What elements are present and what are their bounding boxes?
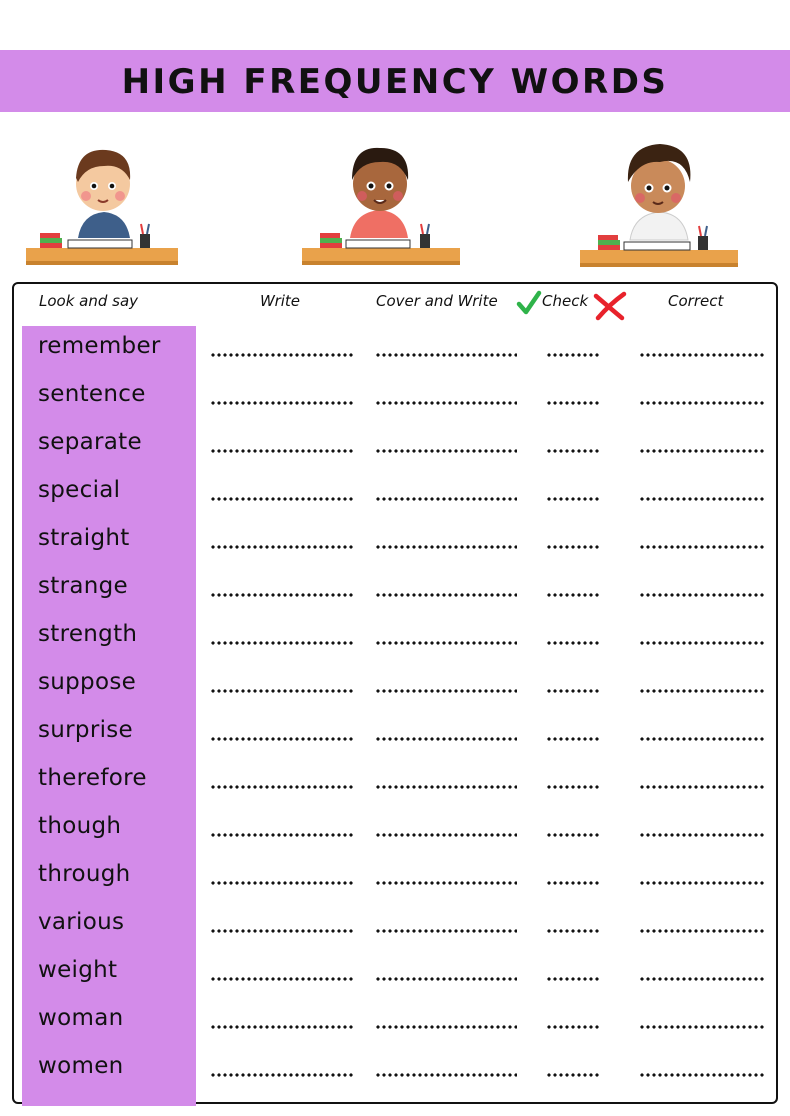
green-check-mark-icon	[516, 290, 542, 316]
write-line[interactable]	[210, 785, 354, 789]
col-header-write: Write	[260, 292, 301, 310]
cover-write-line[interactable]	[375, 1073, 517, 1077]
cover-write-line[interactable]	[375, 977, 517, 981]
cover-write-line[interactable]	[375, 737, 517, 741]
cover-write-line[interactable]	[375, 593, 517, 597]
word-woman: woman	[38, 1005, 124, 1031]
correct-line[interactable]	[639, 785, 765, 789]
write-line[interactable]	[210, 545, 354, 549]
cover-write-line[interactable]	[375, 1025, 517, 1029]
correct-line[interactable]	[639, 545, 765, 549]
correct-line[interactable]	[639, 593, 765, 597]
cover-write-line[interactable]	[375, 401, 517, 405]
correct-line[interactable]	[639, 641, 765, 645]
word-strange: strange	[38, 573, 128, 599]
write-line[interactable]	[210, 881, 354, 885]
correct-line[interactable]	[639, 929, 765, 933]
correct-line[interactable]	[639, 1073, 765, 1077]
page-title: HIGH FREQUENCY WORDS	[121, 62, 669, 102]
check-line[interactable]	[546, 929, 600, 933]
correct-line[interactable]	[639, 977, 765, 981]
correct-line[interactable]	[639, 497, 765, 501]
write-line[interactable]	[210, 641, 354, 645]
check-line[interactable]	[546, 833, 600, 837]
write-line[interactable]	[210, 977, 354, 981]
correct-line[interactable]	[639, 449, 765, 453]
write-line[interactable]	[210, 689, 354, 693]
correct-line[interactable]	[639, 833, 765, 837]
correct-line[interactable]	[639, 353, 765, 357]
write-line[interactable]	[210, 929, 354, 933]
word-various: various	[38, 909, 125, 935]
cover-write-line[interactable]	[375, 497, 517, 501]
check-line[interactable]	[546, 785, 600, 789]
red-cross-mark-icon	[592, 290, 628, 322]
boy-studying-illustration-3	[580, 136, 740, 272]
check-line[interactable]	[546, 1025, 600, 1029]
check-line[interactable]	[546, 497, 600, 501]
check-line[interactable]	[546, 545, 600, 549]
cover-write-line[interactable]	[375, 929, 517, 933]
cover-write-line[interactable]	[375, 545, 517, 549]
col-header-look-and-say: Look and say	[39, 292, 139, 310]
word-separate: separate	[38, 429, 142, 455]
check-line[interactable]	[546, 641, 600, 645]
check-line[interactable]	[546, 401, 600, 405]
write-line[interactable]	[210, 1025, 354, 1029]
word-women: women	[38, 1053, 124, 1079]
correct-line[interactable]	[639, 737, 765, 741]
correct-line[interactable]	[639, 689, 765, 693]
boy-studying-illustration-1	[22, 138, 182, 270]
write-line[interactable]	[210, 737, 354, 741]
word-surprise: surprise	[38, 717, 133, 743]
correct-line[interactable]	[639, 1025, 765, 1029]
word-through: through	[38, 861, 131, 887]
cover-write-line[interactable]	[375, 449, 517, 453]
cover-write-line[interactable]	[375, 785, 517, 789]
word-therefore: therefore	[38, 765, 147, 791]
word-sentence: sentence	[38, 381, 146, 407]
col-header-check: Check	[542, 292, 589, 310]
check-line[interactable]	[546, 977, 600, 981]
word-though: though	[38, 813, 122, 839]
cover-write-line[interactable]	[375, 881, 517, 885]
cover-write-line[interactable]	[375, 689, 517, 693]
write-line[interactable]	[210, 353, 354, 357]
col-header-cover-and-write: Cover and Write	[376, 292, 498, 310]
word-strength: strength	[38, 621, 138, 647]
write-line[interactable]	[210, 401, 354, 405]
cover-write-line[interactable]	[375, 353, 517, 357]
write-line[interactable]	[210, 497, 354, 501]
write-line[interactable]	[210, 1073, 354, 1077]
check-line[interactable]	[546, 881, 600, 885]
check-line[interactable]	[546, 689, 600, 693]
cover-write-line[interactable]	[375, 641, 517, 645]
check-line[interactable]	[546, 449, 600, 453]
word-weight: weight	[38, 957, 118, 983]
word-suppose: suppose	[38, 669, 137, 695]
boy-studying-illustration-2	[302, 138, 462, 270]
word-special: special	[38, 477, 121, 503]
check-line[interactable]	[546, 1073, 600, 1077]
cover-write-line[interactable]	[375, 833, 517, 837]
col-header-correct: Correct	[668, 292, 724, 310]
check-line[interactable]	[546, 353, 600, 357]
write-line[interactable]	[210, 593, 354, 597]
check-line[interactable]	[546, 737, 600, 741]
word-straight: straight	[38, 525, 130, 551]
correct-line[interactable]	[639, 401, 765, 405]
correct-line[interactable]	[639, 881, 765, 885]
write-line[interactable]	[210, 833, 354, 837]
word-remember: remember	[38, 333, 161, 359]
write-line[interactable]	[210, 449, 354, 453]
check-line[interactable]	[546, 593, 600, 597]
